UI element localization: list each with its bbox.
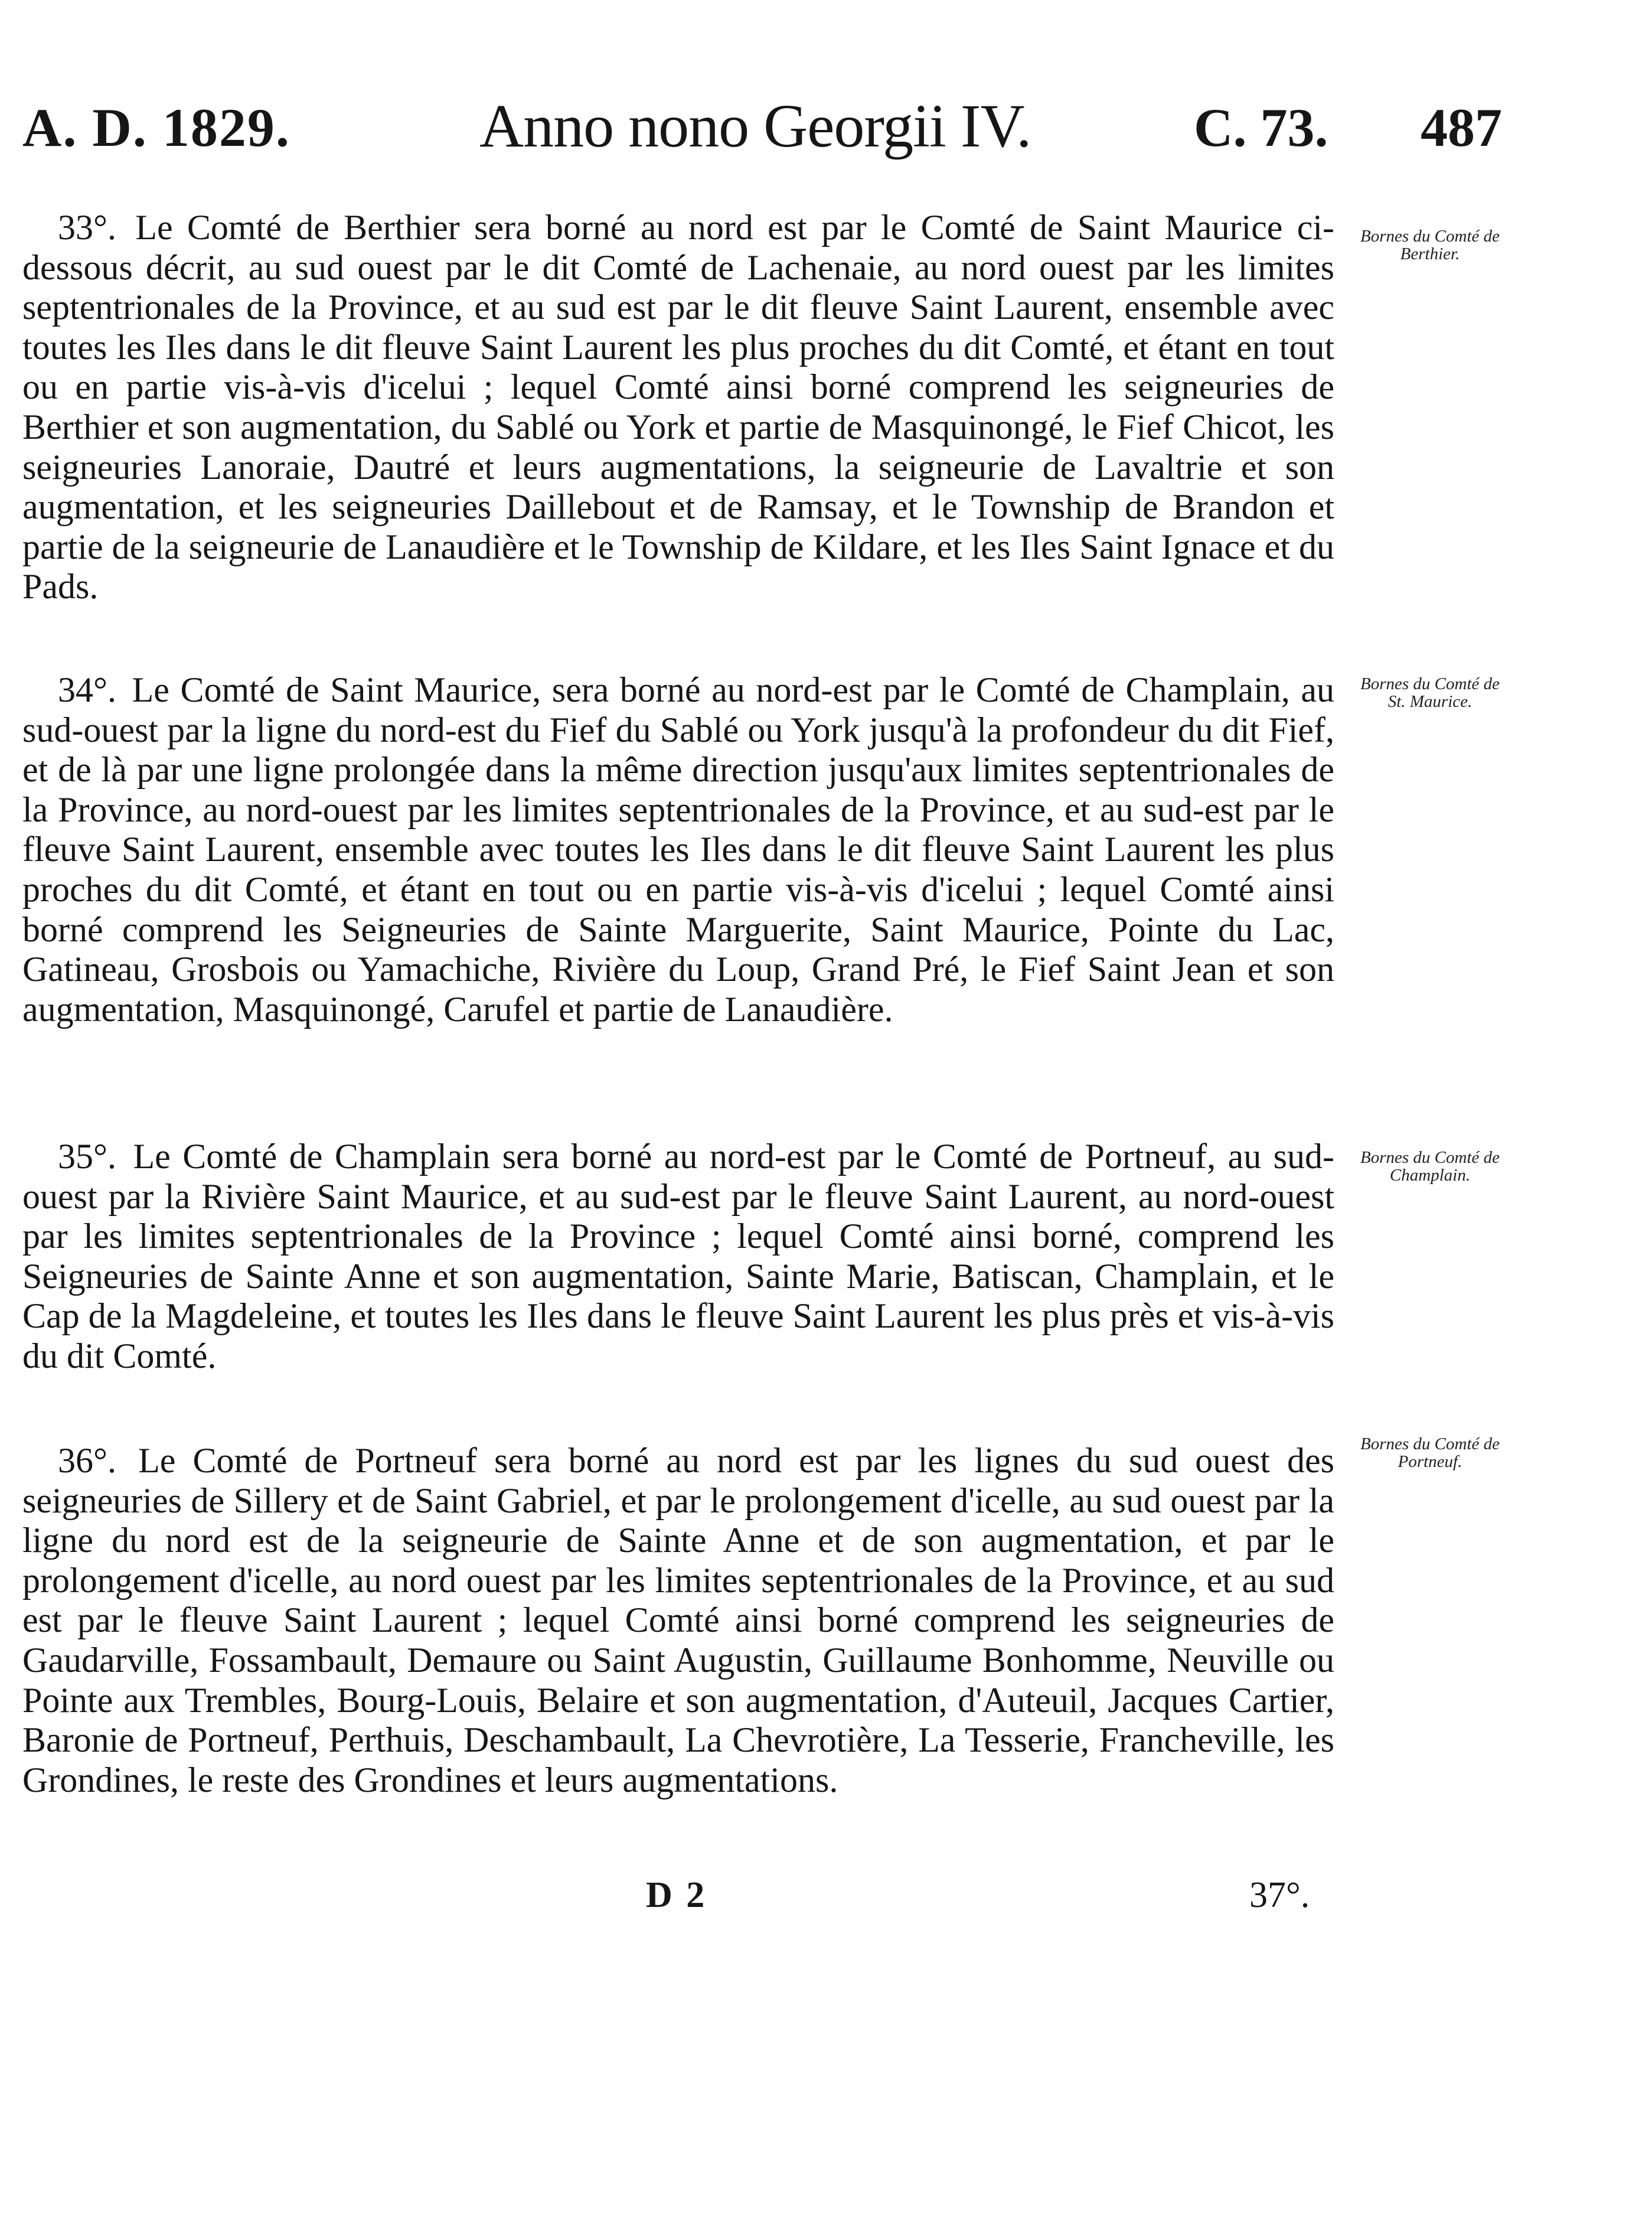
side-note-berthier: Bornes du Comté de Berthier. xyxy=(1360,227,1500,263)
section-text: Le Comté de Champlain sera borné au nord-est par le Comté de Portneuf, au sud-ouest par la Rivière Saint Maurice, et au sud-est par le fleuve Saint Laurent, au nord-ouest par les limites septentrionales de la Province ; lequel Comté ainsi borné, comprend les Seigneuries de Sainte Anne et son augmentation, Sainte Marie, Batiscan, Champlain, et le Cap de la Magdeleine, et toutes les Iles dans le fleuve Saint Laurent les plus près et vis-à-vis du dit Comté. xyxy=(22,1137,1335,1375)
section-34 xyxy=(22,670,1334,1029)
section-33 xyxy=(22,208,1334,607)
header-title: Anno nono Georgii IV. xyxy=(479,92,1031,160)
catchword: 37°. xyxy=(1249,1875,1310,1915)
signature-mark: D 2 xyxy=(646,1875,707,1915)
header-year: A. D. 1829. xyxy=(22,97,290,158)
section-paragraph xyxy=(22,1441,1334,1800)
section-paragraph xyxy=(22,1137,1334,1377)
page-number: 487 xyxy=(1421,97,1502,158)
section-number: 36°. xyxy=(58,1441,116,1480)
side-note-st-maurice: Bornes du Comté de St. Maurice. xyxy=(1360,674,1500,711)
section-number: 34°. xyxy=(58,670,116,709)
section-text: Le Comté de Portneuf sera borné au nord est par les lignes du sud ouest des seigneuries de Sillery et de Saint Gabriel, et par le prolongement d'icelle, au sud ouest par la ligne du nord est de la seigneurie de Sainte Anne et de son augmentation, et par le prolongement d'icelle, au nord ouest par les limites septentrionales de la Province, et au sud est par le fleuve Saint Laurent ; lequel Comté ainsi borné comprend les seigneuries de Gaudarville, Fossambault, Demaure ou Saint Augustin, Guillaume Bonhomme, Neuville ou Pointe aux Trembles, Bourg-Louis, Belaire et son augmentation, d'Auteuil, Jacques Cartier, Baronie de Portneuf, Perthuis, Deschambault, La Chevrotière, La Tesserie, Francheville, les Grondines, le reste des Grondines et leurs augmentations. xyxy=(22,1441,1335,1799)
section-text: Le Comté de Saint Maurice, sera borné au nord-est par le Comté de Champlain, au sud-ouest par la ligne du nord-est du Fief du Sablé ou York jusqu'à la profondeur du dit Fief, et de là par une ligne prolongée dans la même direction jusqu'aux limites septentrionales de la Province, au nord-ouest par les limites septentrionales de la Province, et au sud-est par le fleuve Saint Laurent, ensemble avec toutes les Iles dans le dit fleuve Saint Laurent les plus proches du dit Comté, et étant en tout ou en partie vis-à-vis d'icelui ; lequel Comté ainsi borné comprend les Seigneuries de Sainte Marguerite, Saint Maurice, Pointe du Lac, Gatineau, Grosbois ou Yamachiche, Rivière du Loup, Grand Pré, le Fief Saint Jean et son augmentation, Masquinongé, Carufel et partie de Lanaudière. xyxy=(22,670,1335,1029)
section-number: 35°. xyxy=(58,1137,116,1176)
section-text: Le Comté de Berthier sera borné au nord est par le Comté de Saint Maurice ci-dessous décrit, au sud ouest par le dit Comté de Lachenaie, au nord ouest par les limites septentrionales de la Province, et au sud est par le dit fleuve Saint Laurent, ensemble avec toutes les Iles dans le dit fleuve Saint Laurent les plus proches du dit Comté, et étant en tout ou en partie vis-à-vis d'icelui ; lequel Comté ainsi borné comprend les seigneuries de Berthier et son augmentation, du Sablé ou York et partie de Masquinongé, le Fief Chicot, les seigneuries Lanoraie, Dautré et leurs augmentations, la seigneurie de Lavaltrie et son augmentation, et les seigneuries Daillebout et de Ramsay, et le Township de Brandon et partie de la seigneurie de Lanaudière et le Township de Kildare, et les Iles Saint Ignace et du Pads. xyxy=(22,208,1334,607)
side-note-portneuf: Bornes du Comté de Portneuf. xyxy=(1360,1434,1500,1471)
section-35 xyxy=(22,1137,1334,1377)
section-paragraph xyxy=(22,208,1334,607)
header-chapter: C. 73. xyxy=(1194,97,1328,158)
section-paragraph xyxy=(22,670,1334,1029)
section-number: 33°. xyxy=(58,208,116,247)
section-36 xyxy=(22,1441,1334,1800)
side-note-champlain: Bornes du Comté de Champlain. xyxy=(1360,1148,1500,1185)
